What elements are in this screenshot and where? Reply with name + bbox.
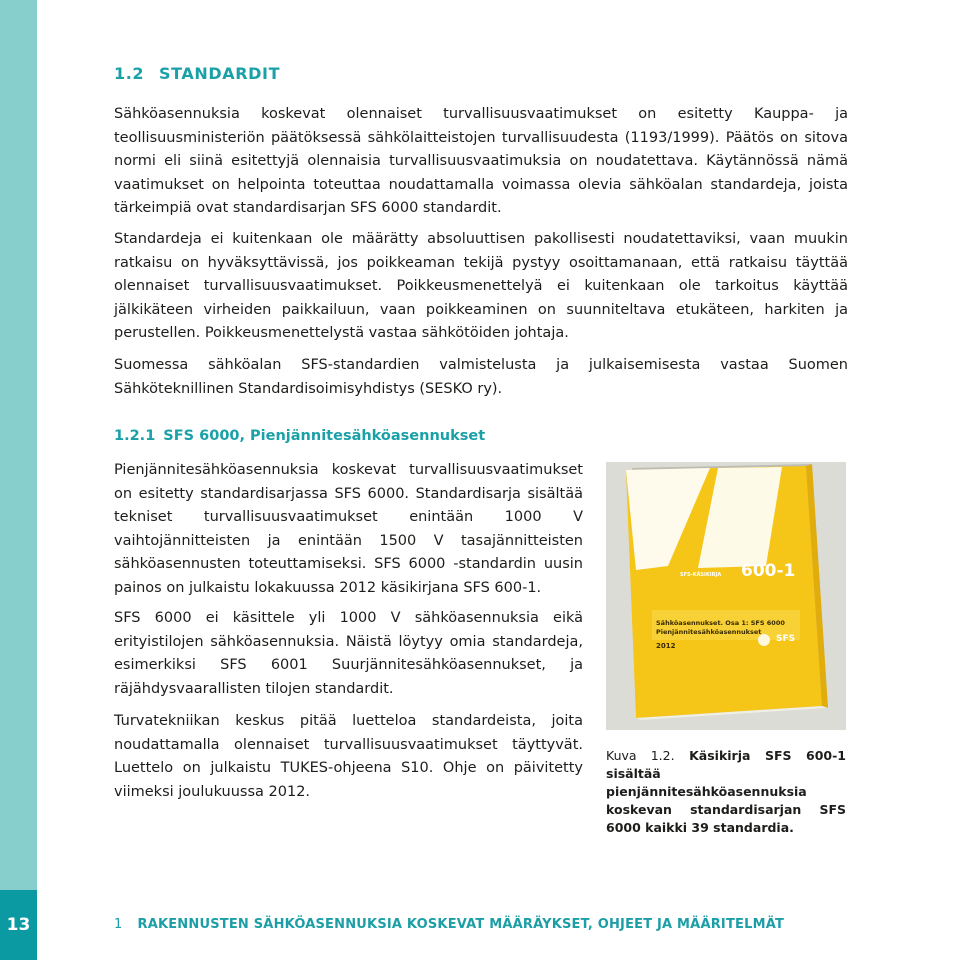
paragraph-deviation: Standardeja ei kuitenkaan ole määrätty absoluuttisen pakollisesti noudatettaviksi, vaan muukin ratkaisu on hyväksyttävissä, jos poikkeaman tekijä pystyy osoittamanaan, että ratkaisu täyttää olennaiset turvallisuusvaatimukset. Poikkeusmenettelyä ei kuitenkaan ole tarkoitus käyttää jälkikäteen virheiden paikkailuun, vaan poikkeaminen on suunniteltava etukäteen, harkiten ja perustellen. Poikkeusmenettelystä vastaa sähkötöiden johtaja. — [114, 231, 848, 341]
page-number: 13 — [0, 890, 37, 960]
subsection-number: 1.2.1 — [114, 428, 156, 444]
book-title — [656, 619, 785, 637]
book-title-line2: Pienjännitesähköasennukset — [656, 628, 762, 636]
subsection-heading — [114, 428, 848, 444]
paragraph-tukes: Turvatekniikan keskus pitää luetteloa standardeista, joita noudattamalla olennaiset turvallisuusvaatimukset täyttyvät. Luettelo on julkaistu TUKES-ohjeena S10. Ohje on päivitetty viimeksi joulukuussa 2012. — [114, 713, 583, 800]
chapter-number: 1 — [114, 917, 123, 932]
chapter-title: RAKENNUSTEN SÄHKÖASENNUKSIA KOSKEVAT MÄÄRÄYKSET, OHJEET JA MÄÄRITELMÄT — [137, 917, 785, 932]
side-bar — [0, 0, 37, 960]
subsection-title: SFS 6000, Pienjännitesähköasennukset — [163, 428, 486, 444]
book-code: 600-1 — [741, 561, 796, 581]
figure-caption — [606, 747, 846, 837]
sfs-logo: SFS — [776, 634, 796, 644]
section-heading — [114, 64, 848, 83]
caption-text: Käsikirja SFS 600-1 sisältää pienjännitesähköasennuksia koskevan standardisarjan SFS 6000 kaikki 39 standardia. — [606, 748, 846, 835]
running-footer — [114, 917, 784, 932]
paragraph-sfs6000: Pienjännitesähköasennuksia koskevat turvallisuusvaatimukset on esitetty standardisarjassa SFS 6000. Standardisarja sisältää tekniset turvallisuusvaatimukset enintään 1000 V vaihtojännitteisten ja enintään 1500 V tasajännitteisten sähköasennusten toteuttamiseksi. SFS 6000 -standardin uusin painos on julkaistu lokakuussa 2012 käsikirjana SFS 600-1. — [114, 462, 583, 596]
book-title-line1: Sähköasennukset. Osa 1: SFS 6000 — [656, 619, 785, 627]
paragraph-exclusions: SFS 6000 ei käsittele yli 1000 V sähköasennuksia eikä erityistilojen sähköasennuksia. Näistä löytyy omia standardeja, esimerkiksi SFS 6001 Suurjännitesähköasennukset, ja räjähdysvaarallisten tilojen standardit. — [114, 610, 583, 697]
section-number: 1.2 — [114, 64, 145, 83]
section-title: STANDARDIT — [159, 64, 281, 83]
paragraph-intro: Sähköasennuksia koskevat olennaiset turvallisuusvaatimukset on esitetty Kauppa- ja teollisuusministeriön päätöksessä sähkölaitteistojen turvallisuudesta (1193/1999). Päätös on sitova normi eli siinä esitettyjä olennaisia turvallisuusvaatimuksia on noudatettava. Käytännössä nämä vaatimukset on helpointa toteuttaa noudattamalla voimassa olevia sähköalan standardeja, joista tärkeimpiä ovat standardisarjan SFS 6000 standardit. — [114, 106, 848, 216]
book-illustration — [606, 462, 846, 730]
paragraph-sesko: Suomessa sähköalan SFS-standardien valmistelusta ja julkaisemisesta vastaa Suomen Sähköteknillinen Standardisoimisyhdistys (SESKO ry). — [114, 357, 848, 397]
book-year: 2012 — [656, 642, 676, 650]
book-cover-image — [606, 462, 846, 730]
book-series-label: SFS-KÄSIKIRJA — [680, 572, 722, 578]
caption-label: Kuva 1.2. — [606, 748, 675, 763]
